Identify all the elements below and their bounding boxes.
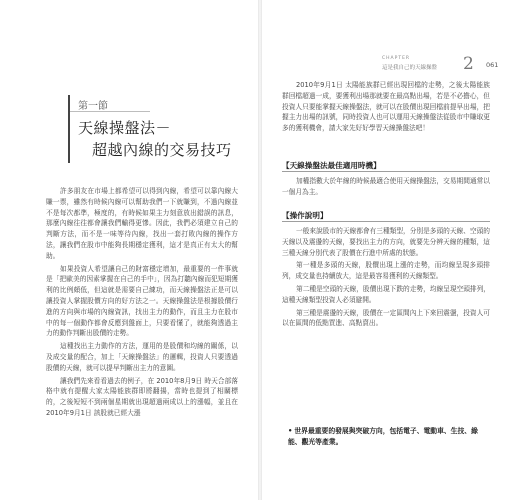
- running-head: [382, 56, 514, 74]
- bullet-text: 世界最重要的發展與突破方向，包括電子、電動車、生技、綠能、觀光等產業。: [288, 427, 478, 446]
- right-bottom-text: [282, 226, 490, 331]
- subheading-rule: [282, 171, 490, 172]
- left-paragraph: 許多朋友在市場上都希望可以得到內線，希望可以靠內線大賺一票，雖然有時候內線可以幫助我們一下就賺到，不過內線並不是每次都準，極度的，有時候如果主力刻意放出錯誤的訊息，那麼內線往往都會讓我們輸得更慘。因此，我們必須建立自己的判斷方法，而不是一味等待內線，找出一套打敗內線的操作方法，讓我們在股市中能夠長期穩定獲利，這才是真正有太大的幫助。: [46, 187, 238, 260]
- bullet-item: [288, 426, 488, 447]
- right-paragraph: 2010年9月1日 太陽能族群已經出現回檔的走勢，之後太陽能族群回檔超過一成，要獲利出場那就要在最高點出場，若是不必擔心，但投資人只要能掌握天線操盤法，就可以在股價出現回檔前提早出場，把握主力出場的訊號，同時投資人也可以運用天線操盤法從股市中賺取更多的獲利機會，請大家先好好學習天線操盤法吧！: [282, 81, 490, 133]
- left-body-text: [46, 186, 238, 421]
- left-paragraph-text: 這種找出主力動作的方法，運用的是股價和均線的關係，以及成交量的配合，加上「天線操盤法」的邏輯，投資人只要透過股價的天線，就可以提早判斷出主力的意圖。: [46, 342, 238, 372]
- left-paragraph: [46, 341, 238, 373]
- right-page: [262, 0, 520, 500]
- right-paragraph: 一般來說股市的天線都會有三種類型，分別是多頭的天線、空頭的天線以及震盪的天線，要找出主力的方向，就要先分辨天線的種類，這三種天線分別代表了股價在行進中所處的狀態。: [282, 227, 490, 257]
- page-number: 061: [486, 61, 499, 69]
- running-title: 這是我自己的天線操盤: [382, 65, 438, 71]
- section-title-line-1: 天線操盤法－: [78, 119, 172, 137]
- subheading-operation: 【操作說明】: [282, 211, 328, 220]
- chapter-label: CHAPTER: [382, 56, 411, 61]
- heading-vertical-rule: [68, 95, 70, 163]
- right-top-paragraph: [282, 80, 490, 136]
- left-paragraph: 讓我們先來看看過去的例子，在 2010年8月9日 時天合部落格中就有提醒大家太陽能族群即將翻揚，當時也提到了相關標的，之後短短不到兩個星期就出現超過兩成以上的漲幅，並且在 2010年9月1日 該股就已經大漲: [46, 376, 238, 417]
- right-paragraph: 第二種是空頭的天線，股價出現下跌的走勢，均線呈現空頭排列，這種天線類型投資人必須避開。: [282, 284, 490, 304]
- chapter-number: 2: [463, 54, 474, 74]
- left-page: [0, 0, 258, 500]
- right-mid-paragraph: [282, 176, 490, 200]
- right-paragraph: 加權指數大於年線的時候最適合使用天線操盤法，交易期間通常以一個月為主。: [282, 177, 490, 196]
- right-paragraph: 第三種是震盪的天線，股價在一定區間內上下來回震盪，投資人可以在區間的低點買進、高點賣出。: [282, 308, 490, 328]
- subheading-best-timing: 【天線操盤法最佳適用時機】: [282, 161, 381, 170]
- bullet-dot-icon: •: [288, 427, 293, 435]
- subheading-rule: [282, 221, 490, 222]
- section-title-line-2: 超越內線的交易技巧: [92, 141, 232, 159]
- section-number: 第一節: [78, 101, 108, 112]
- chapter-section-heading: [68, 93, 236, 165]
- right-paragraph: 第一種是多頭的天線，股價出現上漲的走勢，而均線呈現多頭排列，成交量也持續放大，這是最容易獲利的天線類型。: [282, 261, 490, 281]
- left-paragraph: 如果投資人希望讓自己的財富穩定增加，最重要的一件事就是「把歐美的因素掌握在自己的手中」，因為打聽內線而犯短期獲利的比例頗低，但這就是需要自己練功，而天線操盤法正是可以讓投資人掌握股價方向的好方法之一。天線操盤法是根據股價行進的方向與市場的內線資訊，找出主力的動作，而且主力在股市中的每一個動作都會反應到盤面上，只要看懂了，就能夠透過主力的動作判斷出股價的走勢。: [46, 264, 238, 338]
